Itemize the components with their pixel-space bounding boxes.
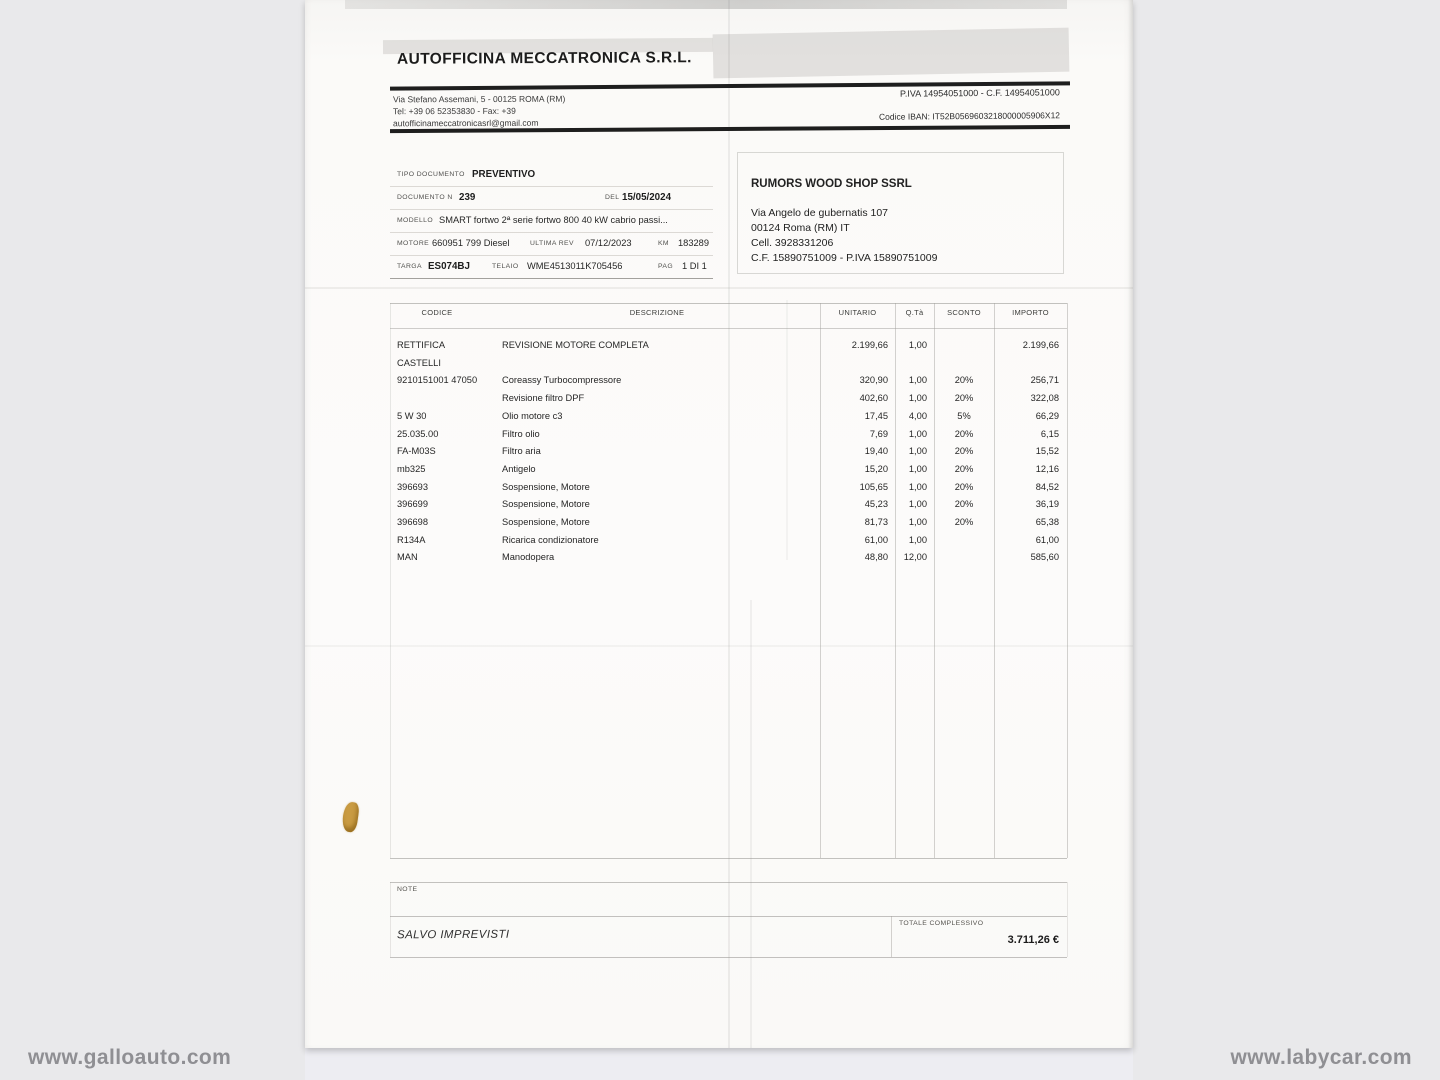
- cell-qta: 1,00: [908, 499, 927, 509]
- watermark-labycar: www.labycar.com: [1230, 1046, 1412, 1069]
- cell-codice: R134A: [397, 535, 426, 545]
- cell-descrizione: Coreassy Turbocompressore: [502, 375, 622, 385]
- doc-date-value: 15/05/2024: [622, 192, 672, 203]
- table-row: [390, 548, 1067, 566]
- col-header-descrizione: DESCRIZIONE: [629, 308, 685, 317]
- cell-unitario: 81,73: [864, 517, 888, 527]
- note-label: NOTE: [397, 886, 418, 893]
- company-address: Via Stefano Assemani, 5 - 00125 ROMA (RM): [392, 93, 566, 105]
- note-box-top-border: [390, 882, 1067, 883]
- cell-sconto: 20%: [954, 375, 974, 385]
- customer-cell: Cell. 3928331206: [751, 237, 834, 249]
- total-value: 3.711,26 €: [1007, 934, 1059, 946]
- table-row: [390, 354, 1067, 372]
- km-label: KM: [658, 240, 669, 247]
- cell-unitario: 45,23: [864, 499, 888, 509]
- cell-sconto: 20%: [954, 482, 974, 492]
- cell-descrizione: Antigelo: [502, 464, 536, 474]
- cell-qta: 1,00: [908, 464, 927, 474]
- table-border-bottom: [390, 858, 1067, 859]
- cell-importo: 61,00: [1035, 535, 1059, 545]
- customer-block: [737, 152, 1064, 274]
- cell-codice: 5 W 30: [397, 411, 427, 421]
- cell-codice: 396693: [397, 482, 429, 492]
- table-row: [390, 371, 1067, 389]
- cell-importo: 256,71: [1030, 375, 1059, 385]
- table-row: [390, 478, 1067, 496]
- cell-importo: 84,52: [1035, 482, 1059, 492]
- cell-codice: RETTIFICA: [397, 340, 446, 350]
- cell-descrizione: Olio motore c3: [502, 411, 563, 421]
- col-header-sconto: SCONTO: [947, 308, 981, 317]
- company-piva-cf: P.IVA 14954051000 - C.F. 14954051000: [900, 87, 1061, 99]
- cell-codice: 396699: [397, 499, 429, 509]
- cell-descrizione: Filtro aria: [502, 446, 541, 456]
- cell-codice: 396698: [397, 517, 429, 527]
- cell-importo: 6,15: [1040, 429, 1059, 439]
- cell-qta: 1,00: [908, 482, 927, 492]
- note-text: SALVO IMPREVISTI: [396, 928, 510, 942]
- paper-fold-horizontal: [305, 645, 1133, 647]
- cell-codice: FA-M03S: [397, 446, 436, 456]
- note-box-right-border: [1067, 882, 1068, 957]
- cell-descrizione: Sospensione, Motore: [502, 499, 590, 509]
- cell-importo: 36,19: [1035, 499, 1059, 509]
- cell-codice: mb325: [397, 464, 426, 474]
- note-box-bottom-border: [390, 957, 1067, 958]
- cell-sconto: 20%: [954, 429, 974, 439]
- cell-unitario: 48,80: [864, 552, 888, 562]
- customer-address-line2: 00124 Roma (RM) IT: [751, 222, 850, 234]
- table-row: [390, 389, 1067, 407]
- engine-label: MOTORE: [397, 240, 430, 247]
- watermark-galloauto: www.galloauto.com: [28, 1046, 232, 1069]
- table-border-right: [1067, 303, 1068, 858]
- last-rev-label: ULTIMA REV: [530, 240, 574, 247]
- cell-sconto: 5%: [957, 411, 971, 421]
- cell-importo: 15,52: [1035, 446, 1059, 456]
- cell-qta: 1,00: [908, 375, 927, 385]
- model-value: SMART fortwo 2ª serie fortwo 800 40 kW cabrio passi...: [439, 215, 668, 225]
- table-header-underline: [390, 328, 1067, 329]
- doc-type-label: TIPO DOCUMENTO: [397, 171, 465, 178]
- vin-label: TELAIO: [492, 263, 519, 270]
- km-value: 183289: [678, 238, 710, 248]
- note-box-divider: [390, 916, 1067, 917]
- table-row: [390, 460, 1067, 478]
- doc-info-row: [390, 232, 713, 256]
- scanned-document: [305, 0, 1133, 1048]
- doc-info-row: [390, 186, 713, 210]
- note-box-left-border: [390, 882, 391, 957]
- cell-qta: 4,00: [908, 411, 927, 421]
- engine-value: 660951 799 Diesel: [432, 238, 510, 248]
- cell-importo: 66,29: [1035, 411, 1059, 421]
- scan-artifact-top-streak: [345, 0, 1067, 9]
- scan-artifact-band: [713, 28, 1070, 79]
- cell-descrizione: Sospensione, Motore: [502, 517, 590, 527]
- doc-info-row: [390, 163, 713, 187]
- cell-sconto: 20%: [954, 393, 974, 403]
- cell-qta: 1,00: [908, 446, 927, 456]
- cell-qta: 12,00: [903, 552, 927, 562]
- doc-date-label: DEL: [605, 194, 620, 201]
- paper-fold-vertical: [750, 600, 752, 1048]
- plate-value: ES074BJ: [428, 261, 470, 272]
- cell-qta: 1,00: [908, 517, 927, 527]
- doc-type-value: PREVENTIVO: [472, 169, 536, 180]
- table-row: [390, 442, 1067, 460]
- cell-importo: 65,38: [1035, 517, 1059, 527]
- cell-descrizione: Sospensione, Motore: [502, 482, 590, 492]
- cell-unitario: 19,40: [864, 446, 888, 456]
- table-row: [390, 336, 1067, 354]
- doc-number-label: DOCUMENTO N: [397, 194, 453, 201]
- cell-qta: 1,00: [908, 429, 927, 439]
- model-label: MODELLO: [397, 217, 434, 224]
- customer-address-line1: Via Angelo de gubernatis 107: [751, 207, 889, 219]
- last-rev-value: 07/12/2023: [585, 238, 632, 248]
- table-border-top: [390, 303, 1067, 304]
- table-row: [390, 495, 1067, 513]
- cell-qta: 1,00: [908, 393, 927, 403]
- plate-label: TARGA: [397, 263, 422, 270]
- total-label: TOTALE COMPLESSIVO: [899, 920, 984, 927]
- table-row: [390, 513, 1067, 531]
- col-header-unitario: UNITARIO: [838, 308, 877, 317]
- cell-unitario: 2.199,66: [851, 340, 888, 350]
- customer-cf-piva: C.F. 15890751009 - P.IVA 15890751009: [751, 252, 938, 264]
- cell-qta: 1,00: [908, 535, 927, 545]
- col-header-qta: Q.Tà: [905, 308, 924, 317]
- doc-info-row: [390, 209, 713, 233]
- cell-codice: MAN: [397, 552, 418, 562]
- doc-info-row: [390, 255, 713, 279]
- paper-bottom-gap: [305, 1048, 1133, 1080]
- cell-unitario: 7,69: [869, 429, 888, 439]
- cell-importo: 12,16: [1035, 464, 1059, 474]
- cell-unitario: 402,60: [859, 393, 888, 403]
- cell-descrizione: Revisione filtro DPF: [502, 393, 585, 403]
- cell-sconto: 20%: [954, 464, 974, 474]
- cell-sconto: 20%: [954, 446, 974, 456]
- cell-sconto: 20%: [954, 517, 974, 527]
- cell-descrizione: Ricarica condizionatore: [502, 535, 599, 545]
- company-iban: Codice IBAN: IT52B0569603218000005906X12: [878, 110, 1061, 122]
- table-row: [390, 531, 1067, 549]
- page-label: PAG: [658, 263, 674, 270]
- paper-stain: [341, 801, 360, 833]
- table-row: [390, 407, 1067, 425]
- cell-codice: 25.035.00: [397, 429, 439, 439]
- cell-importo: 2.199,66: [1022, 340, 1059, 350]
- company-email: autofficinameccatronicasrl@gmail.com: [392, 117, 539, 129]
- company-name: AUTOFFICINA MECCATRONICA S.R.L.: [396, 49, 692, 68]
- cell-unitario: 15,20: [864, 464, 888, 474]
- customer-name: RUMORS WOOD SHOP SSRL: [751, 178, 912, 190]
- cell-sconto: 20%: [954, 499, 974, 509]
- table-row: [390, 425, 1067, 443]
- cell-unitario: 320,90: [859, 375, 888, 385]
- vin-value: WME4513011K705456: [527, 261, 623, 271]
- col-header-importo: IMPORTO: [1012, 308, 1049, 317]
- company-phone-fax: Tel: +39 06 52353830 - Fax: +39: [392, 105, 516, 117]
- cell-unitario: 61,00: [864, 535, 888, 545]
- col-header-codice: CODICE: [421, 308, 453, 317]
- cell-unitario: 105,65: [859, 482, 888, 492]
- cell-importo: 322,08: [1030, 393, 1059, 403]
- cell-codice: CASTELLI: [397, 358, 441, 368]
- cell-qta: 1,00: [908, 340, 927, 350]
- paper-fold-horizontal: [305, 287, 1133, 289]
- cell-importo: 585,60: [1030, 552, 1059, 562]
- paper-edge-shadow: [1128, 0, 1133, 1048]
- cell-descrizione: REVISIONE MOTORE COMPLETA: [502, 340, 649, 350]
- doc-number-value: 239: [459, 192, 476, 203]
- cell-codice: 9210151001 47050: [397, 375, 478, 385]
- cell-descrizione: Filtro olio: [502, 429, 540, 439]
- page-value: 1 DI 1: [682, 261, 707, 271]
- cell-descrizione: Manodopera: [502, 552, 555, 562]
- cell-unitario: 17,45: [864, 411, 888, 421]
